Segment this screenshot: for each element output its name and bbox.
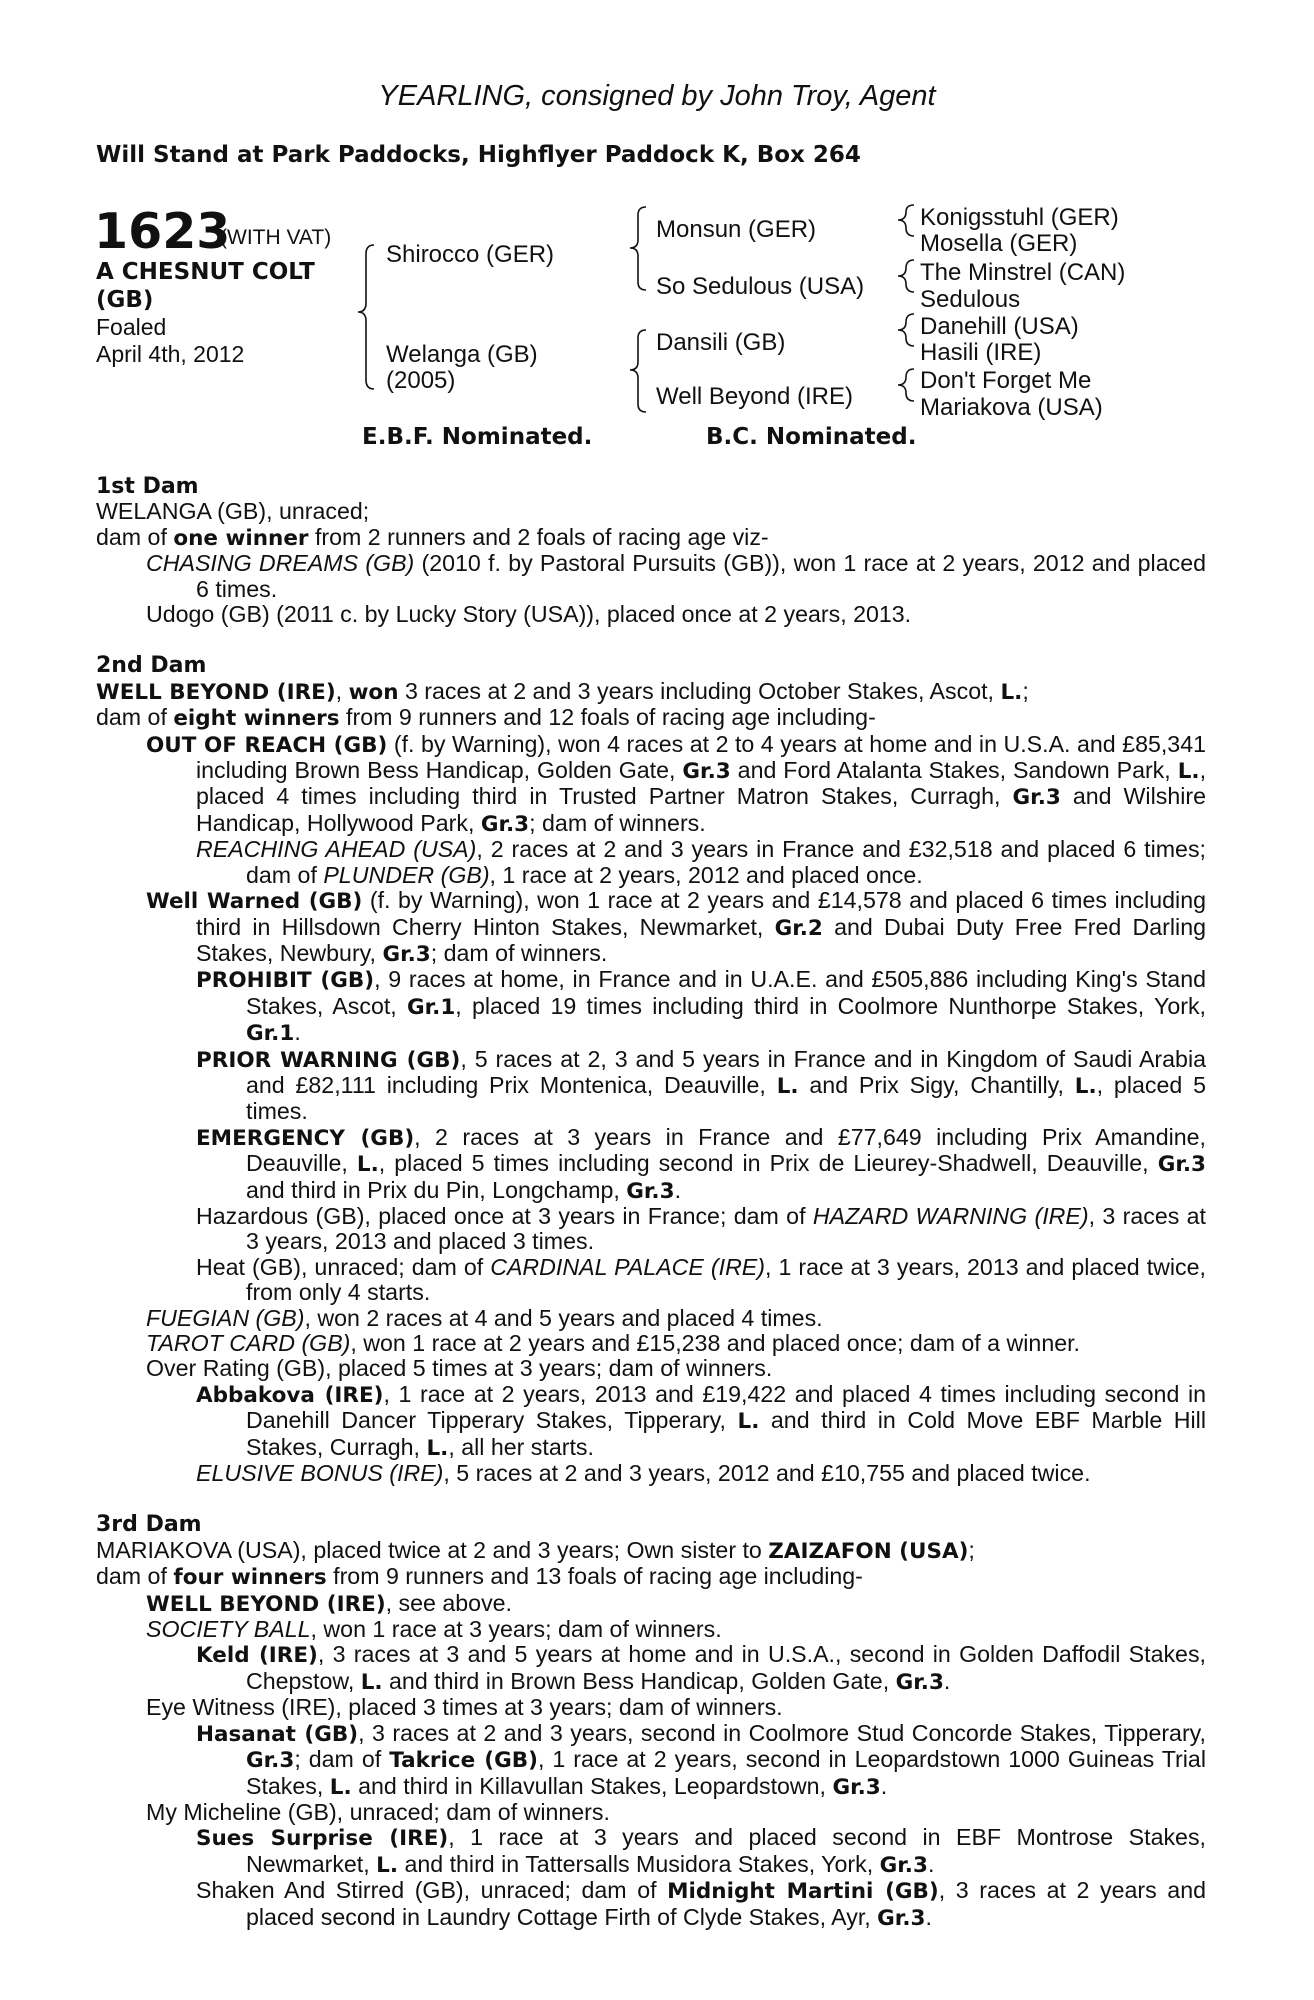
text-run: ; dam of winners. xyxy=(529,809,706,836)
race-grade: Gr.3 xyxy=(246,1748,295,1774)
horse-name: FUEGIAN (GB) xyxy=(146,1304,305,1331)
text-run: , placed 19 times including third in Coolmore Nunthorpe Stakes, York, xyxy=(455,992,1207,1019)
text-run: , 3 races at 3 and 5 years at home and in U.S.A., second in Golden Daffodil Stakes, Chepstow, xyxy=(246,1641,1206,1694)
race-grade: Gr.3 xyxy=(895,1669,944,1695)
ebf-nominated: E.B.F. Nominated. xyxy=(362,424,593,450)
winners-count: eight winners xyxy=(173,706,340,732)
horse-name: TAROT CARD (GB) xyxy=(146,1330,351,1356)
text-run: (f. by Warning), won 1 race at 2 years and £14,578 and placed 6 times including third in Hillsdown Cherry Hinton Stakes, Newmarket, xyxy=(196,887,1206,940)
text-run: Heat (GB), unraced; dam of xyxy=(196,1253,491,1280)
race-grade: L. xyxy=(776,1073,799,1099)
horse-name: HAZARD WARNING (IRE) xyxy=(812,1202,1089,1229)
text-run: 3 races at 2 and 3 years including October Stakes, Ascot, xyxy=(398,677,1001,704)
third-dam-produce-line xyxy=(96,1564,1206,1590)
text-run: . xyxy=(294,1019,301,1046)
race-grade: L. xyxy=(356,1152,379,1178)
race-grade: L. xyxy=(1000,679,1023,705)
produce-entry xyxy=(96,1331,1206,1356)
race-grade: Gr.3 xyxy=(1012,785,1061,811)
race-grade: L. xyxy=(426,1435,449,1461)
produce-entry xyxy=(96,1825,1206,1878)
race-grade: Gr.3 xyxy=(682,759,731,785)
horse-name: Well Warned (GB) xyxy=(146,889,363,915)
produce-entry: Udogo (GB) (2011 c. by Lucky Story (USA)), placed once at 2 years, 2013. xyxy=(146,601,912,628)
dam-sire: Dansili (GB) xyxy=(656,329,786,356)
horse-name: CHASING DREAMS (GB) xyxy=(146,550,415,577)
ggp-7: Don't Forget Me xyxy=(920,367,1092,394)
text-run: . xyxy=(925,1903,932,1930)
text-run: and third in Prix du Pin, Longchamp, xyxy=(246,1176,627,1203)
text-run: from 9 runners and 12 foals of racing age including- xyxy=(339,704,876,731)
vat-note: (WITH VAT) xyxy=(220,226,332,249)
brace-ggp-2 xyxy=(898,260,914,292)
produce-entry xyxy=(96,1306,1206,1331)
text-run: (f. by Warning), won 4 races at 2 to 4 years at home and in U.S.A. and £85,341 including Brown Bess Handicap, Golden Gate, xyxy=(196,730,1206,784)
produce-entry: Over Rating (GB), placed 5 times at 3 years; dam of winners. xyxy=(146,1355,773,1382)
horse-name: Abbakova (IRE) xyxy=(196,1382,384,1408)
text-run: ; xyxy=(1022,677,1029,704)
text-run: , won 1 race at 3 years; dam of winners. xyxy=(310,1616,722,1643)
section-gap xyxy=(96,1486,1206,1512)
brace-sire-line xyxy=(630,207,646,290)
horse-name: Midnight Martini (GB) xyxy=(667,1879,939,1905)
text-run: , 1 race at 2 years, 2012 and placed once. xyxy=(489,861,923,888)
first-dam-produce-line xyxy=(96,525,1206,551)
ggp-3: The Minstrel (CAN) xyxy=(920,259,1126,286)
ggp-2: Mosella (GER) xyxy=(920,230,1078,257)
text-run: and Ford Atalanta Stakes, Sandown Park, xyxy=(730,757,1178,784)
text-run: from 9 runners and 13 foals of racing age including- xyxy=(326,1563,863,1590)
text-run: , 3 races at 2 years and placed second in Laundry Cottage Firth of Clyde Stakes, Ayr, xyxy=(246,1877,1206,1930)
foaled-date: April 4th, 2012 xyxy=(96,341,245,367)
produce-entry xyxy=(96,1591,1206,1617)
section-gap xyxy=(96,627,1206,653)
consignment-line: YEARLING, consigned by John Troy, Agent xyxy=(378,80,936,112)
horse-name: OUT OF REACH (GB) xyxy=(146,732,388,758)
horse-name: Takrice (GB) xyxy=(389,1748,538,1774)
race-grade: Gr.1 xyxy=(406,994,456,1020)
dam: Welanga (GB) xyxy=(386,341,538,368)
race-grade: L. xyxy=(737,1409,760,1435)
text-run: and Prix Sigy, Chantilly, xyxy=(798,1071,1075,1098)
ggp-8: Mariakova (USA) xyxy=(920,394,1103,421)
dam-dam: Well Beyond (IRE) xyxy=(656,383,853,410)
text-run: . xyxy=(880,1772,888,1799)
text-run: , won 1 race at 2 years and £15,238 and placed once; dam of a winner. xyxy=(350,1330,1080,1356)
text-run: , 1 race at 3 years, 2013 and placed twice, from only 4 starts. xyxy=(246,1253,1206,1306)
sire: Shirocco (GER) xyxy=(386,241,555,268)
lot-number: 1623 xyxy=(94,203,231,260)
horse-name: Sues Surprise (IRE) xyxy=(196,1826,449,1852)
pedigree-block xyxy=(0,0,1314,460)
family-details xyxy=(96,474,1206,1931)
produce-entry xyxy=(96,1047,1206,1125)
text-run: and Dubai Duty Free Fred Darling Stakes, Newbury, xyxy=(196,913,1206,966)
winners-count: one winner xyxy=(173,525,309,551)
second-dam-line xyxy=(96,679,1206,705)
race-grade: Gr.3 xyxy=(879,1852,928,1878)
produce-entry xyxy=(96,888,1206,967)
produce-entry: Eye Witness (IRE), placed 3 times at 3 years; dam of winners. xyxy=(146,1694,783,1721)
ggp-1: Konigsstuhl (GER) xyxy=(920,204,1119,231)
text-run: Shaken And Stirred (GB), unraced; dam of xyxy=(196,1877,668,1904)
text-run: ; dam of winners. xyxy=(430,939,608,966)
produce-entry xyxy=(96,1721,1206,1800)
text-run: , 1 race at 2 years, second in Leopardstown 1000 Guineas Trial Stakes, xyxy=(246,1746,1206,1799)
bc-nominated: B.C. Nominated. xyxy=(706,424,917,450)
horse-name: ZAIZAFON (USA) xyxy=(768,1538,969,1564)
text-run: dam of xyxy=(96,523,174,550)
produce-entry xyxy=(96,1382,1206,1461)
text-run: MARIAKOVA (USA), placed twice at 2 and 3 years; Own sister to xyxy=(96,1536,769,1563)
horse-name: PLUNDER (GB) xyxy=(323,861,490,888)
text-run: , 5 races at 2, 3 and 5 years in France and in Kingdom of Saudi Arabia and £82,111 including Prix Montenica, Deauville, xyxy=(246,1045,1206,1098)
horse-name: WELL BEYOND (IRE) xyxy=(96,679,336,705)
third-dam-heading: 3rd Dam xyxy=(96,1512,202,1538)
produce-entry xyxy=(96,1255,1206,1306)
text-run: , xyxy=(335,677,349,704)
produce-entry: My Micheline (GB), unraced; dam of winners. xyxy=(146,1798,610,1825)
horse-name: EMERGENCY (GB) xyxy=(196,1125,415,1151)
race-grade: L. xyxy=(329,1774,352,1800)
brace-ggp-3 xyxy=(898,314,914,346)
text-run: and Wilshire Handicap, Hollywood Park, xyxy=(196,783,1206,836)
text-run: from 2 runners and 2 foals of racing age viz- xyxy=(308,523,769,550)
winners-count: four winners xyxy=(173,1565,327,1591)
race-grade: Gr.3 xyxy=(1157,1152,1206,1178)
horse-name: Keld (IRE) xyxy=(196,1643,318,1669)
sire-sire: Monsun (GER) xyxy=(656,216,817,243)
text-bold: won xyxy=(348,679,399,705)
horse-name: PRIOR WARNING (GB) xyxy=(196,1047,461,1073)
horse-name: Hasanat (GB) xyxy=(196,1721,359,1747)
text-run: , 3 races at 2 and 3 years, second in Coolmore Stud Concorde Stakes, Tipperary, xyxy=(358,1719,1206,1746)
text-run: dam of xyxy=(96,1563,174,1590)
text-run: , placed 4 times including third in Trusted Partner Matron Stakes, Curragh, xyxy=(196,757,1207,810)
horse-name: REACHING AHEAD (USA) xyxy=(196,836,477,863)
text-run: , 2 races at 2 and 3 years in France and £32,518 and placed 6 times; dam of xyxy=(246,836,1206,888)
produce-entry xyxy=(96,1617,1206,1642)
produce-entry xyxy=(96,1125,1206,1204)
text-run: . xyxy=(674,1176,682,1203)
text-run: (2010 f. by Pastoral Pursuits (GB)), won 1 race at 2 years, 2012 and placed 6 times. xyxy=(196,550,1206,602)
text-run: , 9 races at home, in France and in U.A.E. and £505,886 including King's Stand Stakes, Ascot, xyxy=(246,966,1206,1019)
horse-name: WELL BEYOND (IRE) xyxy=(146,1591,386,1617)
text-run: Hazardous (GB), placed once at 3 years in France; dam of xyxy=(196,1202,813,1229)
text-run: , see above. xyxy=(385,1589,513,1616)
race-grade: Gr.2 xyxy=(774,915,823,941)
produce-entry xyxy=(96,1461,1206,1486)
brace-dam-line xyxy=(630,330,646,412)
race-grade: Gr.3 xyxy=(832,1774,881,1800)
produce-entry xyxy=(96,1642,1206,1695)
foaled-label: Foaled xyxy=(96,314,167,340)
text-run: and third in Cold Move EBF Marble Hill Stakes, Curragh, xyxy=(246,1407,1206,1460)
produce-entry xyxy=(96,1878,1206,1931)
horse-name: CARDINAL PALACE (IRE) xyxy=(490,1253,765,1280)
text-run: . xyxy=(943,1667,951,1694)
stand-location: Will Stand at Park Paddocks, Highflyer Paddock K, Box 264 xyxy=(96,142,861,168)
race-grade: Gr.3 xyxy=(626,1178,675,1204)
dam-year: (2005) xyxy=(386,367,456,394)
ggp-6: Hasili (IRE) xyxy=(920,339,1042,366)
text-run: . xyxy=(927,1850,935,1877)
sire-dam: So Sedulous (USA) xyxy=(656,273,865,300)
text-run: ; dam of xyxy=(294,1746,390,1773)
text-run: , placed 5 times including second in Prix de Lieurey-Shadwell, Deauville, xyxy=(378,1150,1158,1177)
text-run: ; xyxy=(968,1536,975,1563)
second-dam-produce-line xyxy=(96,705,1206,731)
text-run: , won 2 races at 4 and 5 years and placed 4 times. xyxy=(304,1304,823,1331)
text-run: and third in Tattersalls Musidora Stakes, York, xyxy=(398,1850,880,1877)
produce-entry xyxy=(96,1204,1206,1255)
brace-sire-dam xyxy=(358,245,374,389)
race-grade: L. xyxy=(360,1669,383,1695)
brace-ggp-4 xyxy=(898,369,914,401)
first-dam-heading: 1st Dam xyxy=(96,474,199,499)
ggp-5: Danehill (USA) xyxy=(920,313,1079,340)
lot-description: A CHESNUT COLT (GB) xyxy=(96,259,315,313)
produce-entry xyxy=(96,837,1206,888)
text-run: , all her starts. xyxy=(448,1433,594,1460)
ggp-4: Sedulous xyxy=(920,286,1021,313)
text-run: , placed 5 times. xyxy=(246,1071,1206,1125)
race-grade: Gr.3 xyxy=(382,941,431,967)
race-grade: Gr.3 xyxy=(480,811,530,837)
second-dam-heading: 2nd Dam xyxy=(96,653,207,679)
text-run: , 1 race at 2 years, 2013 and £19,422 and placed 4 times including second in Danehill Dancer Tipperary Stakes, Tipperary, xyxy=(246,1380,1206,1434)
produce-entry xyxy=(96,551,1206,602)
produce-entry xyxy=(96,967,1206,1046)
text-run: , 5 races at 2 and 3 years, 2012 and £10,755 and placed twice. xyxy=(443,1460,1091,1487)
race-grade: L. xyxy=(1074,1073,1097,1099)
text-run: dam of xyxy=(96,704,174,731)
text-run: , 2 races at 3 years in France and £77,649 including Prix Amandine, Deauville, xyxy=(246,1123,1206,1177)
horse-name: PROHIBIT (GB) xyxy=(196,968,375,994)
race-grade: Gr.3 xyxy=(877,1905,926,1931)
text-run: and third in Killavullan Stakes, Leopardstown, xyxy=(351,1772,833,1799)
text-run: , 1 race at 3 years and placed second in EBF Montrose Stakes, Newmarket, xyxy=(246,1824,1206,1877)
first-dam-line: WELANGA (GB), unraced; xyxy=(96,498,370,525)
race-grade: Gr.1 xyxy=(246,1021,295,1047)
third-dam-line xyxy=(96,1538,1206,1564)
text-run: and third in Brown Bess Handicap, Golden Gate, xyxy=(382,1667,896,1694)
brace-ggp-1 xyxy=(898,205,914,236)
text-run: , 3 races at 3 years, 2013 and placed 3 times. xyxy=(246,1202,1206,1255)
race-grade: L. xyxy=(1177,759,1200,785)
produce-entry xyxy=(96,732,1206,838)
horse-name: ELUSIVE BONUS (IRE) xyxy=(196,1460,444,1487)
horse-name: SOCIETY BALL xyxy=(146,1616,311,1643)
race-grade: L. xyxy=(376,1852,399,1878)
